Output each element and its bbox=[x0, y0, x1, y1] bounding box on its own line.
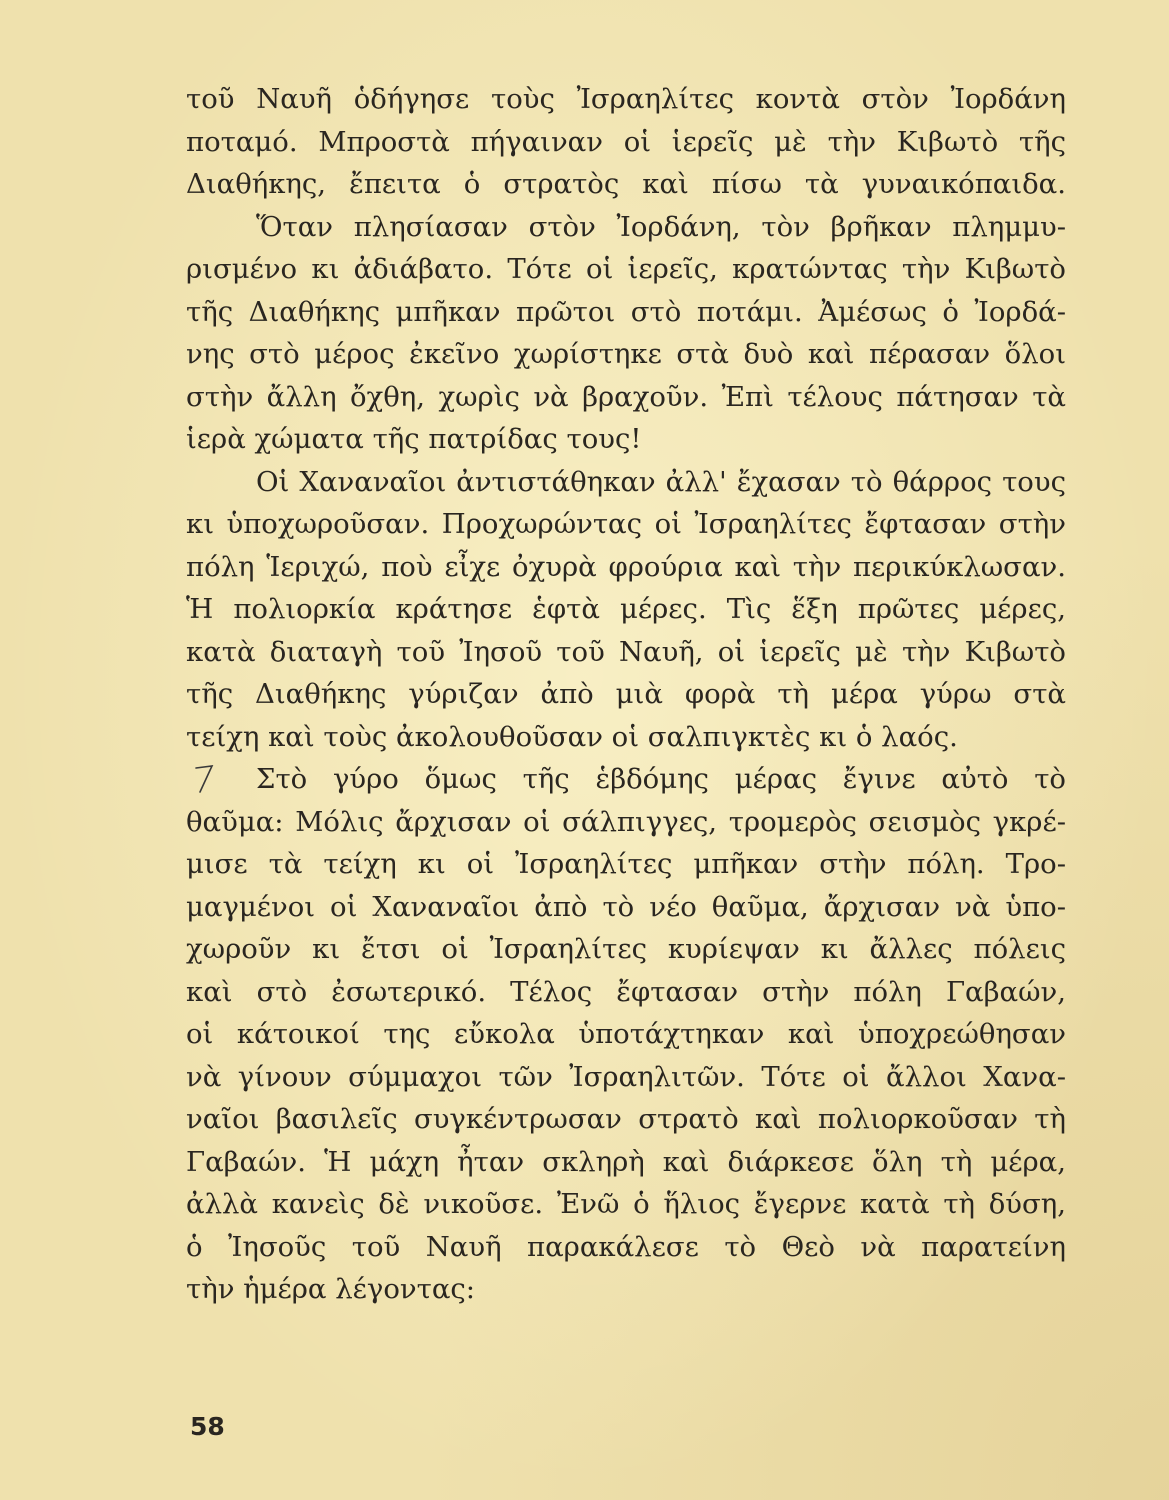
pencil-mark-icon bbox=[192, 762, 218, 796]
text-line: τῆς Διαθήκης μπῆκαν πρῶτοι στὸ ποτάμι. Ἀμέσως ὁ Ἰορδά- bbox=[186, 295, 1066, 328]
text-line: ρισμένο κι ἀδιάβατο. Τότε οἱ ἱερεῖς, κρατώντας τὴν Κιβωτὸ bbox=[186, 253, 1066, 285]
text-line: χωροῦν κι ἔτσι οἱ Ἰσραηλίτες κυρίεψαν κι ἄλλες πόλεις bbox=[186, 933, 1066, 965]
text-line: ὁ Ἰησοῦς τοῦ Ναυῆ παρακάλεσε τὸ Θεὸ νὰ παρατείνη bbox=[186, 1230, 1066, 1263]
text-line: Οἱ Χαναναῖοι ἀντιστάθηκαν ἀλλ' ἔχασαν τὸ θάρρος τους bbox=[256, 465, 1066, 498]
text-line: θαῦμα: Μόλις ἄρχισαν οἱ σάλπιγγες, τρομερὸς σεισμὸς γκρέ- bbox=[186, 805, 1066, 838]
text-line: τείχη καὶ τοὺς ἀκολουθοῦσαν οἱ σαλπιγκτὲς κι ὁ λαός. bbox=[186, 720, 958, 753]
text-line: μαγμένοι οἱ Χαναναῖοι ἀπὸ τὸ νέο θαῦμα, ἄρχισαν νὰ ὑπο- bbox=[186, 890, 1066, 923]
text-line: πόλη Ἱεριχώ, ποὺ εἶχε ὀχυρὰ φρούρια καὶ τὴν περικύκλωσαν. bbox=[186, 550, 1066, 583]
text-line: κατὰ διαταγὴ τοῦ Ἰησοῦ τοῦ Ναυῆ, οἱ ἱερεῖς μὲ τὴν Κιβωτὸ bbox=[186, 635, 1066, 668]
text-line: οἱ κάτοικοί της εὔκολα ὑποτάχτηκαν καὶ ὑποχρεώθησαν bbox=[186, 1018, 1066, 1050]
text-line: τὴν ἡμέρα λέγοντας: bbox=[186, 1273, 476, 1305]
text-line: Γαβαών. Ἡ μάχη ἦταν σκληρὴ καὶ διάρκεσε ὅλη τὴ μέρα, bbox=[186, 1145, 1066, 1178]
text-line: μισε τὰ τείχη κι οἱ Ἰσραηλίτες μπῆκαν στὴν πόλη. Τρο- bbox=[186, 848, 1066, 880]
text-line: καὶ στὸ ἐσωτερικό. Τέλος ἔφτασαν στὴν πόλη Γαβαών, bbox=[186, 975, 1066, 1008]
text-line: τοῦ Ναυῆ ὁδήγησε τοὺς Ἰσραηλίτες κοντὰ στὸν Ἰορδάνη bbox=[186, 83, 1066, 115]
text-line: νης στὸ μέρος ἐκεῖνο χωρίστηκε στὰ δυὸ καὶ πέρασαν ὅλοι bbox=[186, 338, 1066, 370]
body-text bbox=[186, 78, 1066, 1311]
text-line: ναῖοι βασιλεῖς συγκέντρωσαν στρατὸ καὶ πολιορκοῦσαν τὴ bbox=[186, 1103, 1066, 1135]
text-line: Στὸ γύρο ὅμως τῆς ἑβδόμης μέρας ἔγινε αὐτὸ τὸ bbox=[256, 763, 1066, 795]
text-line: ἱερὰ χώματα τῆς πατρίδας τους! bbox=[186, 423, 642, 455]
text-line: τῆς Διαθήκης γύριζαν ἀπὸ μιὰ φορὰ τὴ μέρα γύρω στὰ bbox=[186, 678, 1066, 710]
text-line: ἀλλὰ κανεὶς δὲ νικοῦσε. Ἐνῶ ὁ ἥλιος ἔγερνε κατὰ τὴ δύση, bbox=[186, 1188, 1066, 1220]
text-line: Ἡ πολιορκία κράτησε ἑφτὰ μέρες. Τὶς ἕξη πρῶτες μέρες, bbox=[186, 593, 1066, 625]
text-line: στὴν ἄλλη ὄχθη, χωρὶς νὰ βραχοῦν. Ἐπὶ τέλους πάτησαν τὰ bbox=[186, 380, 1066, 413]
page-number: 58 bbox=[190, 1412, 225, 1441]
text-line: ποταμό. Μπροστὰ πήγαιναν οἱ ἱερεῖς μὲ τὴν Κιβωτὸ τῆς bbox=[186, 125, 1066, 158]
text-line: νὰ γίνουν σύμμαχοι τῶν Ἰσραηλιτῶν. Τότε οἱ ἄλλοι Χανα- bbox=[186, 1060, 1066, 1093]
text-line: κι ὑποχωροῦσαν. Προχωρώντας οἱ Ἰσραηλίτες ἔφτασαν στὴν bbox=[186, 508, 1066, 540]
text-line: Ὅταν πλησίασαν στὸν Ἰορδάνη, τὸν βρῆκαν πλημμυ- bbox=[256, 210, 1066, 243]
text-line: Διαθήκης, ἔπειτα ὁ στρατὸς καὶ πίσω τὰ γυναικόπαιδα. bbox=[186, 168, 1066, 200]
